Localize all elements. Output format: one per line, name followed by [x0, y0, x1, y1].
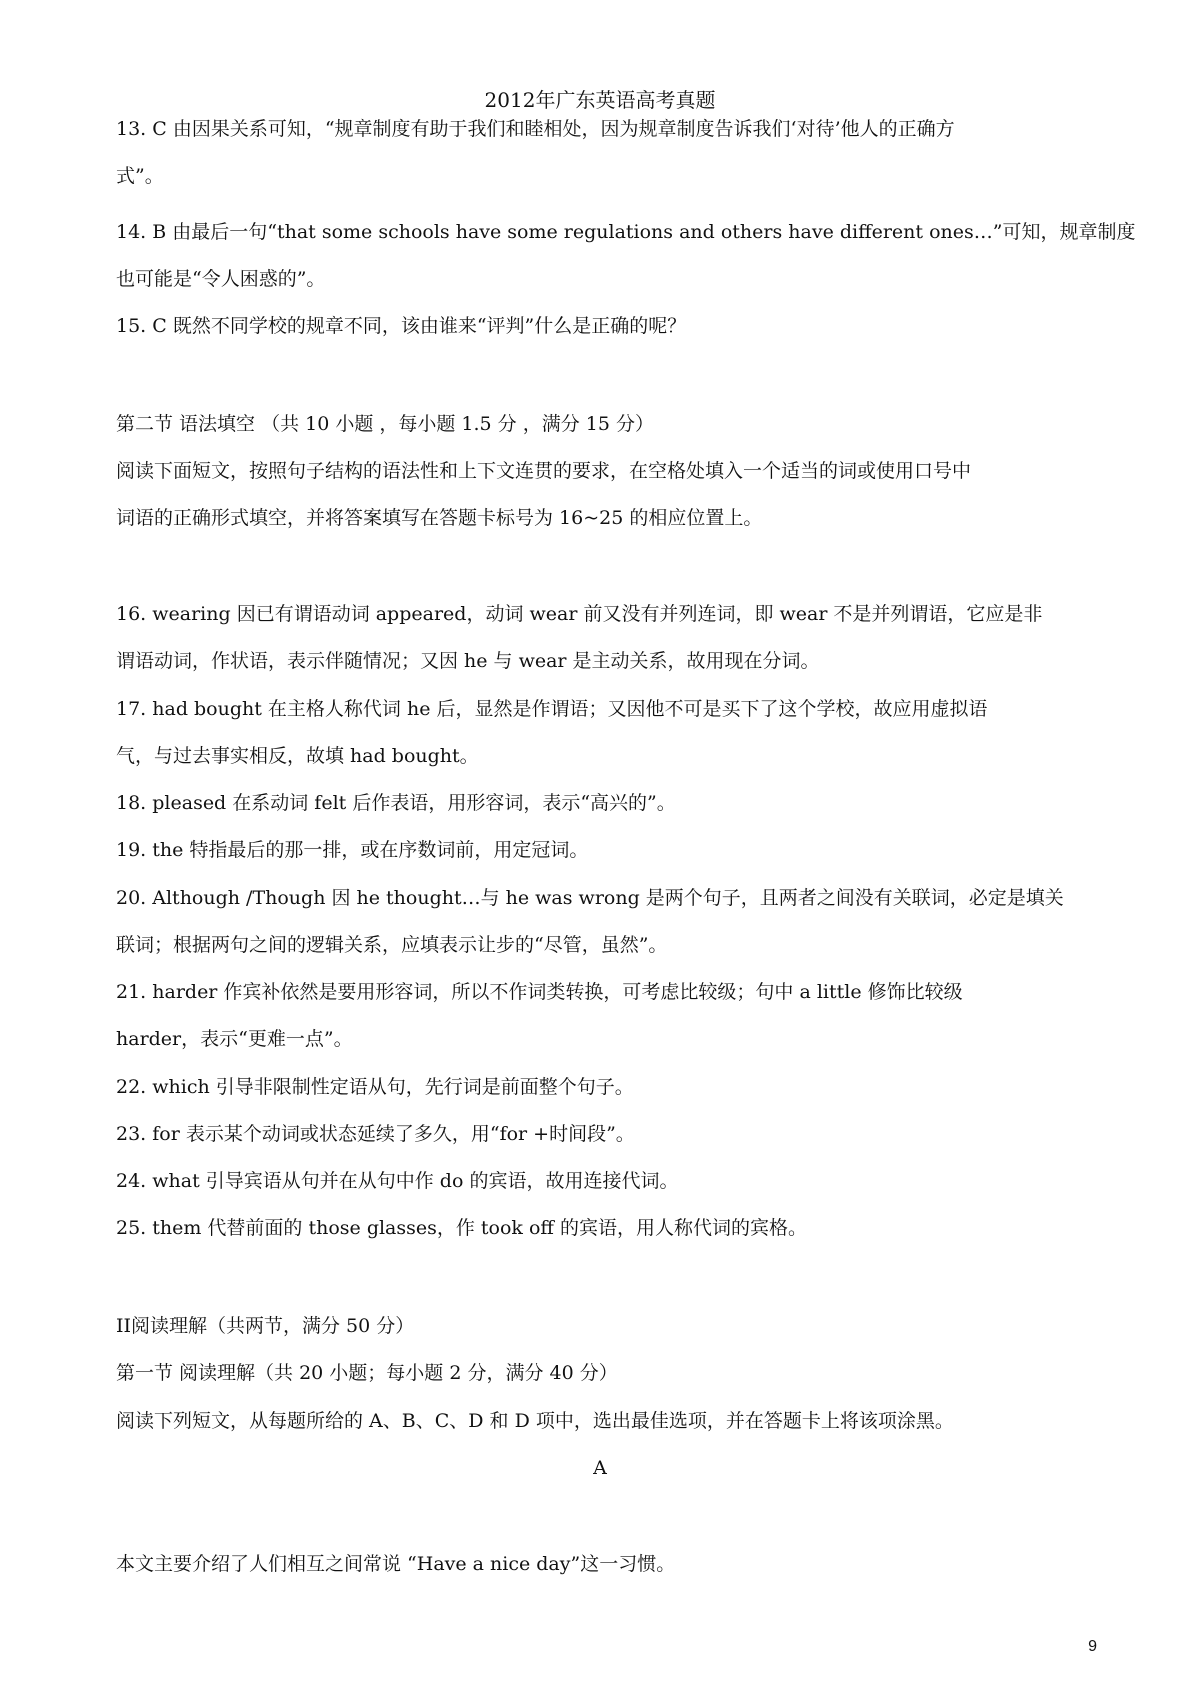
page-number: 9	[1088, 1638, 1097, 1655]
grammar-section-heading: 第二节 语法填空 （共 10 小题 ，每小题 1.5 分 ，满分 15 分）	[116, 413, 654, 435]
answer-19-line: 19. the 特指最后的那一排，或在序数词前，用定冠词。	[116, 839, 589, 861]
grammar-instructions-line-1: 阅读下面短文，按照句子结构的语法性和上下文连贯的要求，在空格处填入一个适当的词或使用口号中	[116, 460, 972, 482]
answer-17-line-2: 气，与过去事实相反，故填 had bought。	[116, 745, 479, 767]
reading-instructions: 阅读下列短文，从每题所给的 A、B、C、D 和 D 项中，选出最佳选项，并在答题卡上将该项涂黑。	[116, 1410, 954, 1432]
passage-label-a: A	[593, 1457, 607, 1479]
answer-25-line: 25. them 代替前面的 those glasses，作 took off 的宾语，用人称代词的宾格。	[116, 1217, 807, 1239]
answer-21-line-2: harder，表示“更难一点”。	[116, 1028, 353, 1050]
answer-14-line-2: 也可能是“令人困惑的”。	[116, 268, 326, 290]
answer-21-line-1: 21. harder 作宾补依然是要用形容词，所以不作词类转换，可考虑比较级；句中 a little 修饰比较级	[116, 981, 963, 1003]
reading-section-heading: II阅读理解（共两节，满分 50 分）	[116, 1315, 415, 1337]
grammar-instructions-line-2: 词语的正确形式填空，并将答案填写在答题卡标号为 16~25 的相应位置上。	[116, 507, 763, 529]
answer-15-line: 15. C 既然不同学校的规章不同，该由谁来“评判”什么是正确的呢？	[116, 315, 687, 337]
answer-22-line: 22. which 引导非限制性定语从句，先行词是前面整个句子。	[116, 1076, 634, 1098]
answer-23-line: 23. for 表示某个动词或状态延续了多久，用“for +时间段”。	[116, 1123, 635, 1145]
answer-16-line-2: 谓语动词，作状语，表示伴随情况；又因 he 与 wear 是主动关系，故用现在分词。	[116, 650, 820, 672]
passage-a-summary: 本文主要介绍了人们相互之间常说 “Have a nice day”这一习惯。	[116, 1553, 676, 1575]
answer-13-line-1: 13. C 由因果关系可知，“规章制度有助于我们和睦相处，因为规章制度告诉我们‘对待’他人的正确方	[116, 118, 955, 140]
answer-17-line-1: 17. had bought 在主格人称代词 he 后，显然是作谓语；又因他不可是买下了这个学校，故应用虚拟语	[116, 698, 988, 720]
document-title: 2012年广东英语高考真题	[484, 88, 716, 112]
answer-14-line-1: 14. B 由最后一句“that some schools have some regulations and others have different ones…”可知，规章制度	[116, 221, 1136, 243]
answer-24-line: 24. what 引导宾语从句并在从句中作 do 的宾语，故用连接代词。	[116, 1170, 679, 1192]
answer-20-line-1: 20. Although /Though 因 he thought…与 he was wrong 是两个句子，且两者之间没有关联词，必定是填关	[116, 887, 1064, 909]
answer-16-line-1: 16. wearing 因已有谓语动词 appeared，动词 wear 前又没有并列连词，即 wear 不是并列谓语，它应是非	[116, 603, 1043, 625]
reading-subsection-heading: 第一节 阅读理解（共 20 小题；每小题 2 分，满分 40 分）	[116, 1362, 618, 1384]
answer-13-line-2: 式”。	[116, 165, 164, 187]
answer-18-line: 18. pleased 在系动词 felt 后作表语，用形容词，表示“高兴的”。	[116, 792, 676, 814]
answer-20-line-2: 联词；根据两句之间的逻辑关系，应填表示让步的“尽管，虽然”。	[116, 934, 668, 956]
